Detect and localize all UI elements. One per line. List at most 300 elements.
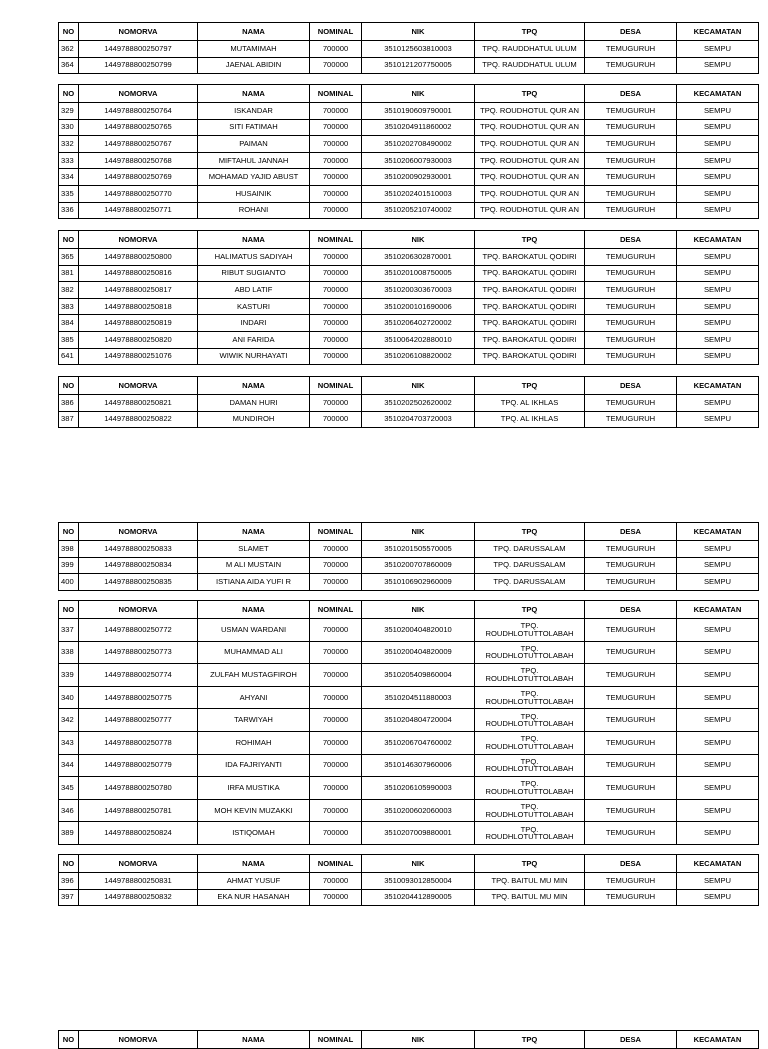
column-header-tpq: TPQ (475, 1031, 585, 1049)
cell-desa: TEMUGURUH (585, 541, 677, 558)
cell-nik: 3510204703720003 (362, 411, 475, 428)
column-header-nominal: NOMINAL (310, 377, 362, 395)
cell-tpq: TPQ. ROUDHOTUL QUR AN (475, 202, 585, 219)
column-header-nama: NAMA (198, 855, 310, 873)
column-header-no: NO (59, 23, 79, 41)
table-header-row (59, 601, 759, 619)
column-header-desa: DESA (585, 855, 677, 873)
cell-nik: 3510206704760002 (362, 731, 475, 754)
table-header-row (59, 231, 759, 249)
cell-tpq: TPQ. ROUDHLOTUTTOLABAH (475, 822, 585, 845)
column-header-nominal: NOMINAL (310, 601, 362, 619)
column-header-desa: DESA (585, 85, 677, 103)
cell-tpq: TPQ. BAITUL MU MIN (475, 873, 585, 890)
cell-kecamatan: SEMPU (677, 873, 759, 890)
table-row (59, 641, 759, 664)
table-header-row (59, 523, 759, 541)
cell-no: 339 (59, 664, 79, 687)
column-header-nik: NIK (362, 85, 475, 103)
column-header-kecamatan: KECAMATAN (677, 85, 759, 103)
cell-desa: TEMUGURUH (585, 282, 677, 299)
cell-desa: TEMUGURUH (585, 754, 677, 777)
column-header-kecamatan: KECAMATAN (677, 601, 759, 619)
cell-nominal: 700000 (310, 889, 362, 906)
cell-nama: ANI FARIDA (198, 331, 310, 348)
table-row (59, 315, 759, 332)
cell-desa: TEMUGURUH (585, 411, 677, 428)
table-row (59, 799, 759, 822)
cell-nomorva: 1449788800250816 (79, 265, 198, 282)
cell-nominal: 700000 (310, 754, 362, 777)
cell-tpq: TPQ. ROUDHLOTUTTOLABAH (475, 777, 585, 800)
cell-desa: TEMUGURUH (585, 873, 677, 890)
cell-nominal: 700000 (310, 265, 362, 282)
cell-nik: 3510200404820009 (362, 641, 475, 664)
cell-nominal: 700000 (310, 541, 362, 558)
column-header-kecamatan: KECAMATAN (677, 855, 759, 873)
cell-nama: ZULFAH MUSTAGFIROH (198, 664, 310, 687)
column-header-tpq: TPQ (475, 377, 585, 395)
cell-nominal: 700000 (310, 152, 362, 169)
cell-kecamatan: SEMPU (677, 541, 759, 558)
table-row (59, 152, 759, 169)
column-header-no: NO (59, 231, 79, 249)
cell-nik: 3510207009880001 (362, 822, 475, 845)
cell-desa: TEMUGURUH (585, 619, 677, 642)
cell-nominal: 700000 (310, 873, 362, 890)
cell-kecamatan: SEMPU (677, 119, 759, 136)
cell-no: 334 (59, 169, 79, 186)
cell-nominal: 700000 (310, 641, 362, 664)
cell-no: 399 (59, 557, 79, 574)
cell-nama: INDARI (198, 315, 310, 332)
column-header-nik: NIK (362, 1031, 475, 1049)
cell-kecamatan: SEMPU (677, 298, 759, 315)
cell-nomorva: 1449788800250773 (79, 641, 198, 664)
cell-nama: MUNDIROH (198, 411, 310, 428)
table-row (59, 709, 759, 732)
column-header-tpq: TPQ (475, 23, 585, 41)
cell-desa: TEMUGURUH (585, 777, 677, 800)
column-header-kecamatan: KECAMATAN (677, 23, 759, 41)
column-header-nomorva: NOMORVA (79, 601, 198, 619)
column-header-nama: NAMA (198, 85, 310, 103)
cell-nama: ABD LATIF (198, 282, 310, 299)
cell-nomorva: 1449788800250834 (79, 557, 198, 574)
cell-nik: 3510204412890005 (362, 889, 475, 906)
cell-nomorva: 1449788800250770 (79, 185, 198, 202)
cell-tpq: TPQ. ROUDHOTUL QUR AN (475, 152, 585, 169)
cell-nominal: 700000 (310, 686, 362, 709)
table-row (59, 249, 759, 266)
table-row (59, 202, 759, 219)
cell-kecamatan: SEMPU (677, 731, 759, 754)
cell-nik: 3510200303670003 (362, 282, 475, 299)
beneficiary-table (58, 1030, 759, 1049)
cell-nama: WIWIK NURHAYATI (198, 348, 310, 365)
cell-nik: 3510201505570005 (362, 541, 475, 558)
cell-desa: TEMUGURUH (585, 641, 677, 664)
table-row (59, 136, 759, 153)
column-header-nominal: NOMINAL (310, 523, 362, 541)
cell-desa: TEMUGURUH (585, 731, 677, 754)
cell-nomorva: 1449788800250824 (79, 822, 198, 845)
cell-nomorva: 1449788800250767 (79, 136, 198, 153)
cell-nama: ISTIQOMAH (198, 822, 310, 845)
cell-tpq: TPQ. RAUDDHATUL ULUM (475, 41, 585, 58)
table-row (59, 395, 759, 412)
cell-tpq: TPQ. BAROKATUL QODIRI (475, 282, 585, 299)
table-header-row (59, 377, 759, 395)
cell-kecamatan: SEMPU (677, 41, 759, 58)
cell-nomorva: 1449788800250765 (79, 119, 198, 136)
table-row (59, 298, 759, 315)
cell-nama: TARWIYAH (198, 709, 310, 732)
table-row (59, 41, 759, 58)
cell-nama: SITI FATIMAH (198, 119, 310, 136)
table-header-row (59, 1031, 759, 1049)
cell-kecamatan: SEMPU (677, 557, 759, 574)
table-header-row (59, 855, 759, 873)
cell-kecamatan: SEMPU (677, 331, 759, 348)
cell-kecamatan: SEMPU (677, 641, 759, 664)
cell-nomorva: 1449788800250822 (79, 411, 198, 428)
cell-desa: TEMUGURUH (585, 41, 677, 58)
column-header-desa: DESA (585, 377, 677, 395)
cell-desa: TEMUGURUH (585, 709, 677, 732)
cell-nominal: 700000 (310, 103, 362, 120)
cell-nominal: 700000 (310, 731, 362, 754)
cell-no: 343 (59, 731, 79, 754)
cell-nik: 3510106902960009 (362, 574, 475, 591)
column-header-nik: NIK (362, 23, 475, 41)
table-row (59, 348, 759, 365)
cell-nominal: 700000 (310, 185, 362, 202)
cell-kecamatan: SEMPU (677, 822, 759, 845)
cell-tpq: TPQ. BAROKATUL QODIRI (475, 298, 585, 315)
cell-no: 330 (59, 119, 79, 136)
column-header-nominal: NOMINAL (310, 23, 362, 41)
cell-nomorva: 1449788800250799 (79, 57, 198, 74)
cell-nominal: 700000 (310, 57, 362, 74)
cell-no: 396 (59, 873, 79, 890)
cell-nik: 3510202708490002 (362, 136, 475, 153)
cell-nominal: 700000 (310, 169, 362, 186)
cell-nominal: 700000 (310, 395, 362, 412)
cell-nik: 3510206105990003 (362, 777, 475, 800)
column-header-nik: NIK (362, 601, 475, 619)
cell-no: 386 (59, 395, 79, 412)
column-header-tpq: TPQ (475, 85, 585, 103)
cell-no: 342 (59, 709, 79, 732)
cell-nik: 3510206108820002 (362, 348, 475, 365)
table-row (59, 119, 759, 136)
cell-nik: 3510201008750005 (362, 265, 475, 282)
cell-nama: SLAMET (198, 541, 310, 558)
cell-tpq: TPQ. BAROKATUL QODIRI (475, 249, 585, 266)
cell-kecamatan: SEMPU (677, 282, 759, 299)
cell-desa: TEMUGURUH (585, 119, 677, 136)
cell-kecamatan: SEMPU (677, 249, 759, 266)
cell-nomorva: 1449788800250779 (79, 754, 198, 777)
cell-nama: ROHANI (198, 202, 310, 219)
cell-nomorva: 1449788800250797 (79, 41, 198, 58)
cell-nama: MOH KEVIN MUZAKKI (198, 799, 310, 822)
cell-nomorva: 1449788800250819 (79, 315, 198, 332)
cell-no: 397 (59, 889, 79, 906)
table-row (59, 889, 759, 906)
cell-nama: IRFA MUSTIKA (198, 777, 310, 800)
cell-no: 346 (59, 799, 79, 822)
cell-kecamatan: SEMPU (677, 136, 759, 153)
cell-tpq: TPQ. ROUDHLOTUTTOLABAH (475, 619, 585, 642)
cell-nomorva: 1449788800250775 (79, 686, 198, 709)
cell-nominal: 700000 (310, 119, 362, 136)
cell-kecamatan: SEMPU (677, 103, 759, 120)
cell-no: 336 (59, 202, 79, 219)
cell-kecamatan: SEMPU (677, 169, 759, 186)
table-header-row (59, 85, 759, 103)
column-header-nama: NAMA (198, 1031, 310, 1049)
column-header-desa: DESA (585, 231, 677, 249)
column-header-nomorva: NOMORVA (79, 377, 198, 395)
cell-nik: 3510200404820010 (362, 619, 475, 642)
cell-nominal: 700000 (310, 777, 362, 800)
cell-nik: 3510204911860002 (362, 119, 475, 136)
cell-nominal: 700000 (310, 822, 362, 845)
column-header-nomorva: NOMORVA (79, 1031, 198, 1049)
cell-kecamatan: SEMPU (677, 619, 759, 642)
cell-nominal: 700000 (310, 41, 362, 58)
column-header-kecamatan: KECAMATAN (677, 1031, 759, 1049)
cell-no: 329 (59, 103, 79, 120)
cell-no: 400 (59, 574, 79, 591)
column-header-nomorva: NOMORVA (79, 855, 198, 873)
column-header-nama: NAMA (198, 601, 310, 619)
cell-nik: 3510204804720004 (362, 709, 475, 732)
cell-nama: AHMAT YUSUF (198, 873, 310, 890)
cell-no: 364 (59, 57, 79, 74)
cell-nama: HALIMATUS SADIYAH (198, 249, 310, 266)
cell-nama: HUSAINIK (198, 185, 310, 202)
cell-nominal: 700000 (310, 557, 362, 574)
cell-desa: TEMUGURUH (585, 822, 677, 845)
cell-nomorva: 1449788800250800 (79, 249, 198, 266)
cell-kecamatan: SEMPU (677, 57, 759, 74)
column-header-kecamatan: KECAMATAN (677, 377, 759, 395)
cell-nominal: 700000 (310, 331, 362, 348)
cell-nik: 3510200902930001 (362, 169, 475, 186)
cell-nomorva: 1449788800250764 (79, 103, 198, 120)
cell-nomorva: 1449788800250818 (79, 298, 198, 315)
column-header-nama: NAMA (198, 377, 310, 395)
cell-nik: 3510125603810003 (362, 41, 475, 58)
cell-desa: TEMUGURUH (585, 686, 677, 709)
cell-nik: 3510202401510003 (362, 185, 475, 202)
cell-desa: TEMUGURUH (585, 557, 677, 574)
column-header-desa: DESA (585, 523, 677, 541)
table-row (59, 169, 759, 186)
column-header-nominal: NOMINAL (310, 1031, 362, 1049)
column-header-no: NO (59, 855, 79, 873)
cell-no: 384 (59, 315, 79, 332)
cell-nik: 3510205409860004 (362, 664, 475, 687)
cell-nik: 3510121207750005 (362, 57, 475, 74)
cell-nama: MIFTAHUL JANNAH (198, 152, 310, 169)
table-row (59, 574, 759, 591)
cell-nik: 3510093012850004 (362, 873, 475, 890)
table-row (59, 265, 759, 282)
cell-nik: 3510206302870001 (362, 249, 475, 266)
cell-tpq: TPQ. ROUDHLOTUTTOLABAH (475, 731, 585, 754)
column-header-nominal: NOMINAL (310, 231, 362, 249)
cell-desa: TEMUGURUH (585, 395, 677, 412)
cell-nomorva: 1449788800251076 (79, 348, 198, 365)
cell-tpq: TPQ. ROUDHLOTUTTOLABAH (475, 641, 585, 664)
cell-tpq: TPQ. ROUDHLOTUTTOLABAH (475, 799, 585, 822)
column-header-nomorva: NOMORVA (79, 231, 198, 249)
cell-tpq: TPQ. ROUDHLOTUTTOLABAH (475, 664, 585, 687)
cell-nik: 3510205210740002 (362, 202, 475, 219)
cell-tpq: TPQ. ROUDHOTUL QUR AN (475, 169, 585, 186)
cell-tpq: TPQ. ROUDHLOTUTTOLABAH (475, 686, 585, 709)
column-header-nomorva: NOMORVA (79, 23, 198, 41)
cell-nik: 3510200707860009 (362, 557, 475, 574)
cell-nominal: 700000 (310, 799, 362, 822)
column-header-nominal: NOMINAL (310, 85, 362, 103)
cell-desa: TEMUGURUH (585, 315, 677, 332)
cell-nomorva: 1449788800250771 (79, 202, 198, 219)
cell-desa: TEMUGURUH (585, 799, 677, 822)
column-header-tpq: TPQ (475, 601, 585, 619)
cell-desa: TEMUGURUH (585, 202, 677, 219)
cell-tpq: TPQ. DARUSSALAM (475, 541, 585, 558)
cell-no: 383 (59, 298, 79, 315)
cell-nomorva: 1449788800250769 (79, 169, 198, 186)
cell-desa: TEMUGURUH (585, 249, 677, 266)
cell-nominal: 700000 (310, 315, 362, 332)
cell-nama: ROHIMAH (198, 731, 310, 754)
cell-nominal: 700000 (310, 619, 362, 642)
cell-tpq: TPQ. DARUSSALAM (475, 557, 585, 574)
table-row (59, 411, 759, 428)
cell-kecamatan: SEMPU (677, 185, 759, 202)
cell-kecamatan: SEMPU (677, 152, 759, 169)
cell-kecamatan: SEMPU (677, 574, 759, 591)
cell-desa: TEMUGURUH (585, 348, 677, 365)
cell-no: 335 (59, 185, 79, 202)
cell-nomorva: 1449788800250835 (79, 574, 198, 591)
cell-nama: M ALI MUSTAIN (198, 557, 310, 574)
cell-kecamatan: SEMPU (677, 411, 759, 428)
cell-nama: KASTURI (198, 298, 310, 315)
cell-nama: MUTAMIMAH (198, 41, 310, 58)
cell-nomorva: 1449788800250821 (79, 395, 198, 412)
cell-desa: TEMUGURUH (585, 103, 677, 120)
cell-nik: 3510206007930003 (362, 152, 475, 169)
cell-kecamatan: SEMPU (677, 202, 759, 219)
beneficiary-table (58, 230, 759, 365)
cell-nominal: 700000 (310, 574, 362, 591)
cell-no: 362 (59, 41, 79, 58)
column-header-nama: NAMA (198, 523, 310, 541)
cell-kecamatan: SEMPU (677, 709, 759, 732)
cell-nama: MUHAMMAD ALI (198, 641, 310, 664)
cell-desa: TEMUGURUH (585, 185, 677, 202)
table-row (59, 57, 759, 74)
column-header-nik: NIK (362, 523, 475, 541)
cell-nama: AHYANI (198, 686, 310, 709)
beneficiary-table (58, 22, 759, 74)
cell-kecamatan: SEMPU (677, 686, 759, 709)
table-row (59, 619, 759, 642)
cell-kecamatan: SEMPU (677, 315, 759, 332)
cell-nama: ISKANDAR (198, 103, 310, 120)
table-row (59, 664, 759, 687)
cell-no: 345 (59, 777, 79, 800)
cell-nama: USMAN WARDANI (198, 619, 310, 642)
cell-nomorva: 1449788800250820 (79, 331, 198, 348)
column-header-nomorva: NOMORVA (79, 85, 198, 103)
cell-nominal: 700000 (310, 249, 362, 266)
cell-nomorva: 1449788800250778 (79, 731, 198, 754)
cell-no: 385 (59, 331, 79, 348)
cell-tpq: TPQ. ROUDHLOTUTTOLABAH (475, 709, 585, 732)
cell-tpq: TPQ. AL IKHLAS (475, 395, 585, 412)
cell-nominal: 700000 (310, 348, 362, 365)
cell-nomorva: 1449788800250781 (79, 799, 198, 822)
cell-tpq: TPQ. BAROKATUL QODIRI (475, 331, 585, 348)
cell-no: 641 (59, 348, 79, 365)
cell-kecamatan: SEMPU (677, 799, 759, 822)
column-header-nik: NIK (362, 231, 475, 249)
cell-kecamatan: SEMPU (677, 754, 759, 777)
cell-nomorva: 1449788800250832 (79, 889, 198, 906)
cell-no: 337 (59, 619, 79, 642)
cell-desa: TEMUGURUH (585, 57, 677, 74)
column-header-kecamatan: KECAMATAN (677, 231, 759, 249)
beneficiary-table (58, 600, 759, 845)
cell-nik: 3510190609790001 (362, 103, 475, 120)
cell-no: 398 (59, 541, 79, 558)
cell-kecamatan: SEMPU (677, 889, 759, 906)
cell-no: 332 (59, 136, 79, 153)
cell-nominal: 700000 (310, 136, 362, 153)
cell-kecamatan: SEMPU (677, 664, 759, 687)
column-header-desa: DESA (585, 23, 677, 41)
cell-desa: TEMUGURUH (585, 265, 677, 282)
column-header-nik: NIK (362, 377, 475, 395)
table-row (59, 185, 759, 202)
column-header-no: NO (59, 601, 79, 619)
cell-nomorva: 1449788800250774 (79, 664, 198, 687)
cell-tpq: TPQ. ROUDHOTUL QUR AN (475, 103, 585, 120)
table-row (59, 557, 759, 574)
beneficiary-table (58, 376, 759, 428)
cell-tpq: TPQ. ROUDHOTUL QUR AN (475, 136, 585, 153)
cell-tpq: TPQ. RAUDDHATUL ULUM (475, 57, 585, 74)
cell-nama: DAMAN HURI (198, 395, 310, 412)
cell-tpq: TPQ. BAITUL MU MIN (475, 889, 585, 906)
cell-nik: 3510206402720002 (362, 315, 475, 332)
cell-desa: TEMUGURUH (585, 152, 677, 169)
cell-nama: ISTIANA AIDA YUFI R (198, 574, 310, 591)
cell-tpq: TPQ. AL IKHLAS (475, 411, 585, 428)
cell-no: 344 (59, 754, 79, 777)
table-row (59, 822, 759, 845)
cell-desa: TEMUGURUH (585, 298, 677, 315)
column-header-no: NO (59, 377, 79, 395)
